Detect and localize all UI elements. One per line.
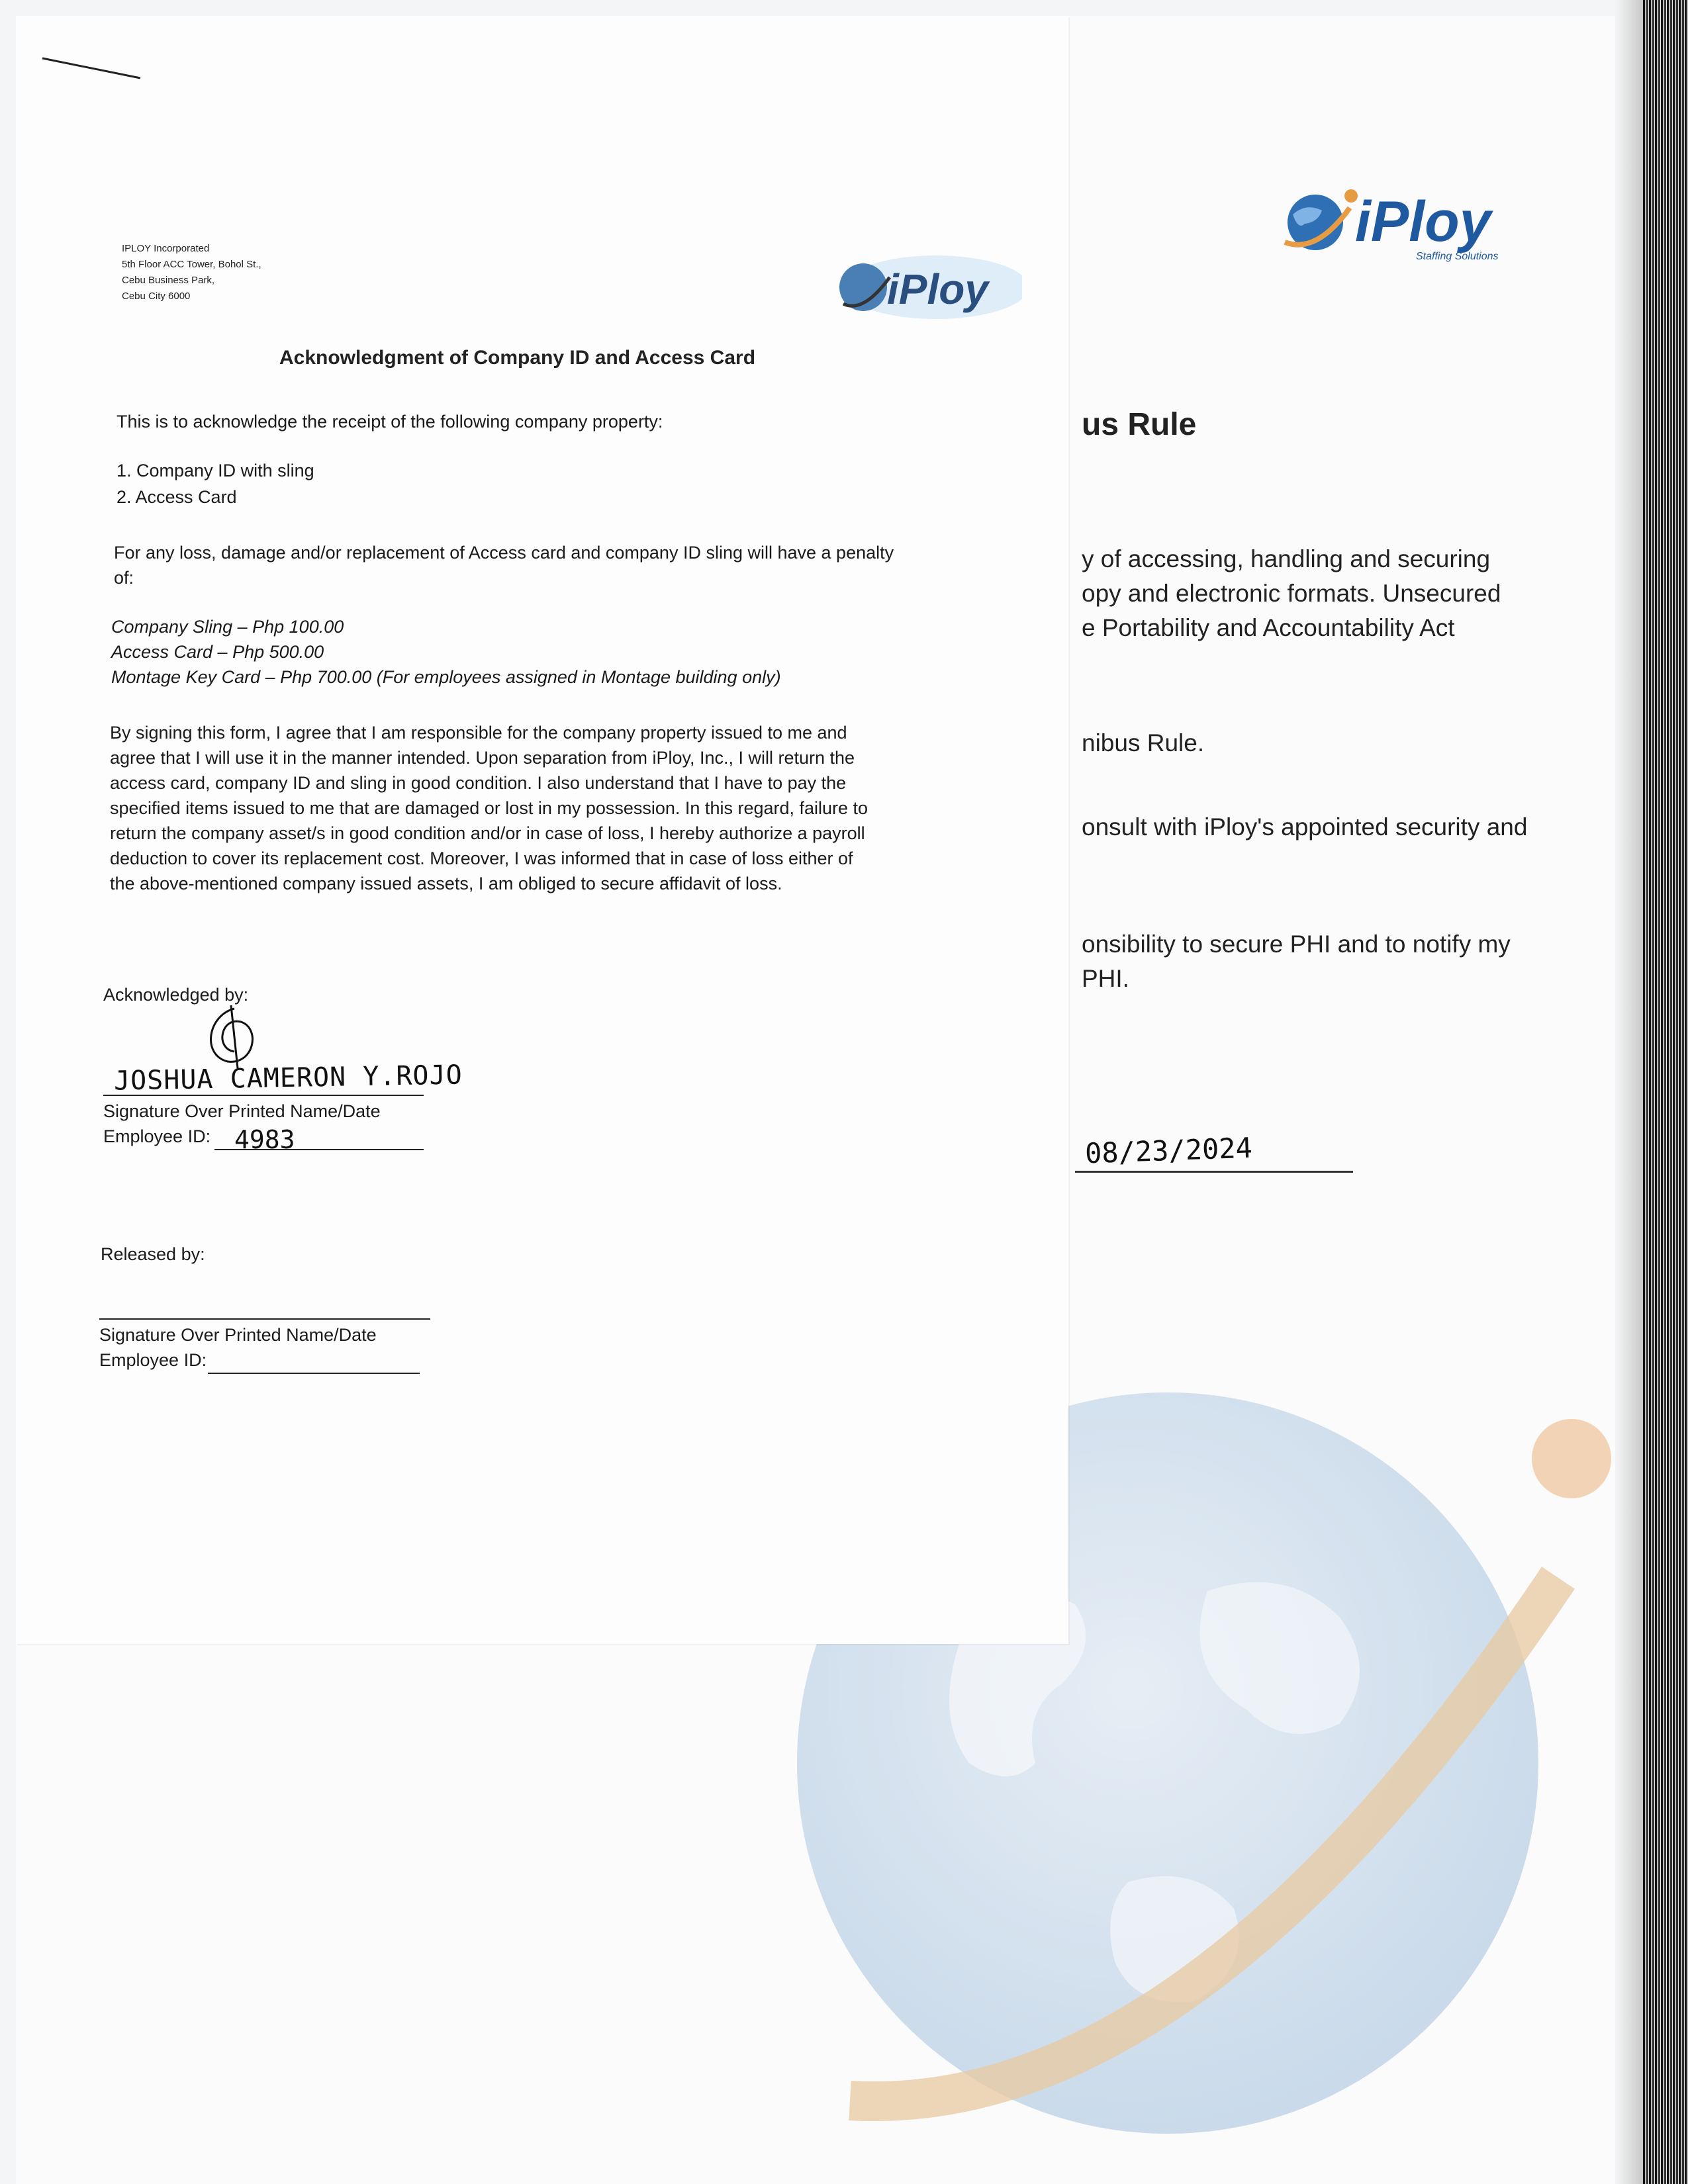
globe-icon	[1277, 181, 1528, 267]
released-by-label: Released by:	[101, 1244, 205, 1264]
back-text-line: nibus Rule.	[1082, 729, 1205, 756]
penalty-item: Montage Key Card – Php 700.00 (For employees assigned in Montage building only)	[111, 667, 781, 687]
signature-line-2	[99, 1318, 430, 1320]
back-text-line: e Portability and Accountability Act	[1082, 614, 1455, 641]
date-underline	[1075, 1171, 1353, 1173]
signature-line	[103, 1095, 424, 1096]
address-line: 5th Floor ACC Tower, Bohol St.,	[122, 259, 261, 270]
penalty-text: of:	[114, 568, 134, 588]
scan-shadow	[1615, 0, 1643, 2184]
iploy-logo-small	[823, 251, 1022, 327]
agreement-line: the above-mentioned company issued assets, I am obliged to secure affidavit of loss.	[110, 874, 782, 893]
back-heading: us Rule	[1082, 407, 1197, 442]
signature-caption-2: Signature Over Printed Name/Date	[99, 1325, 377, 1345]
employee-id-label: Employee ID:	[103, 1126, 211, 1146]
company-address	[122, 241, 261, 304]
list-item: 2. Access Card	[117, 487, 237, 507]
agreement-line: deduction to cover its replacement cost. Moreover, I was informed that in case of loss either of	[110, 848, 853, 868]
signature-caption: Signature Over Printed Name/Date	[103, 1101, 381, 1121]
list-item: 1. Company ID with sling	[117, 461, 314, 480]
employee-id-line-2	[208, 1373, 420, 1374]
svg-text:iPloy: iPloy	[1355, 190, 1491, 253]
penalty-item: Company Sling – Php 100.00	[111, 617, 344, 637]
date-value: 08/23/2024	[1084, 1131, 1253, 1170]
svg-text:Staffing Solutions: Staffing Solutions	[1416, 251, 1499, 262]
back-text-line: opy and electronic formats. Unsecured	[1082, 580, 1501, 607]
employee-id-value: 4983	[234, 1125, 295, 1154]
signer-name: JOSHUA CAMERON Y.ROJO	[113, 1060, 463, 1097]
intro-text: This is to acknowledge the receipt of the following company property:	[117, 412, 663, 432]
back-text-line: PHI.	[1082, 965, 1129, 992]
employee-id-label-2: Employee ID:	[99, 1350, 207, 1370]
penalty-item: Access Card – Php 500.00	[111, 642, 324, 662]
acknowledged-by-label: Acknowledged by:	[103, 985, 249, 1005]
front-page	[16, 16, 1068, 1644]
back-text-line: y of accessing, handling and securing	[1082, 545, 1491, 572]
svg-text:iPloy: iPloy	[887, 265, 988, 313]
penalty-text: For any loss, damage and/or replacement of Access card and company ID sling will have a penalty	[114, 543, 894, 563]
agreement-line: specified items issued to me that are damaged or lost in my possession. In this regard, failure to	[110, 798, 868, 818]
address-line: IPLOY Incorporated	[122, 243, 210, 254]
scan-edge	[1643, 0, 1688, 2184]
pen-mark	[41, 54, 147, 81]
iploy-logo	[1277, 181, 1528, 271]
back-text-line: onsult with iPloy's appointed security and	[1082, 813, 1528, 841]
agreement-line: return the company asset/s in good condition and/or in case of loss, I hereby authorize a payroll	[110, 823, 865, 843]
address-line: Cebu City 6000	[122, 291, 191, 302]
agreement-line: agree that I will use it in the manner intended. Upon separation from iPloy, Inc., I will return the	[110, 748, 855, 768]
address-line: Cebu Business Park,	[122, 275, 215, 286]
back-text-line: onsibility to secure PHI and to notify my	[1082, 931, 1511, 958]
form-title: Acknowledgment of Company ID and Access Card	[279, 347, 756, 369]
agreement-line: By signing this form, I agree that I am responsible for the company property issued to me and	[110, 723, 847, 743]
employee-id-line	[214, 1149, 424, 1150]
agreement-line: access card, company ID and sling in good condition. I also understand that I have to pay the	[110, 773, 847, 793]
